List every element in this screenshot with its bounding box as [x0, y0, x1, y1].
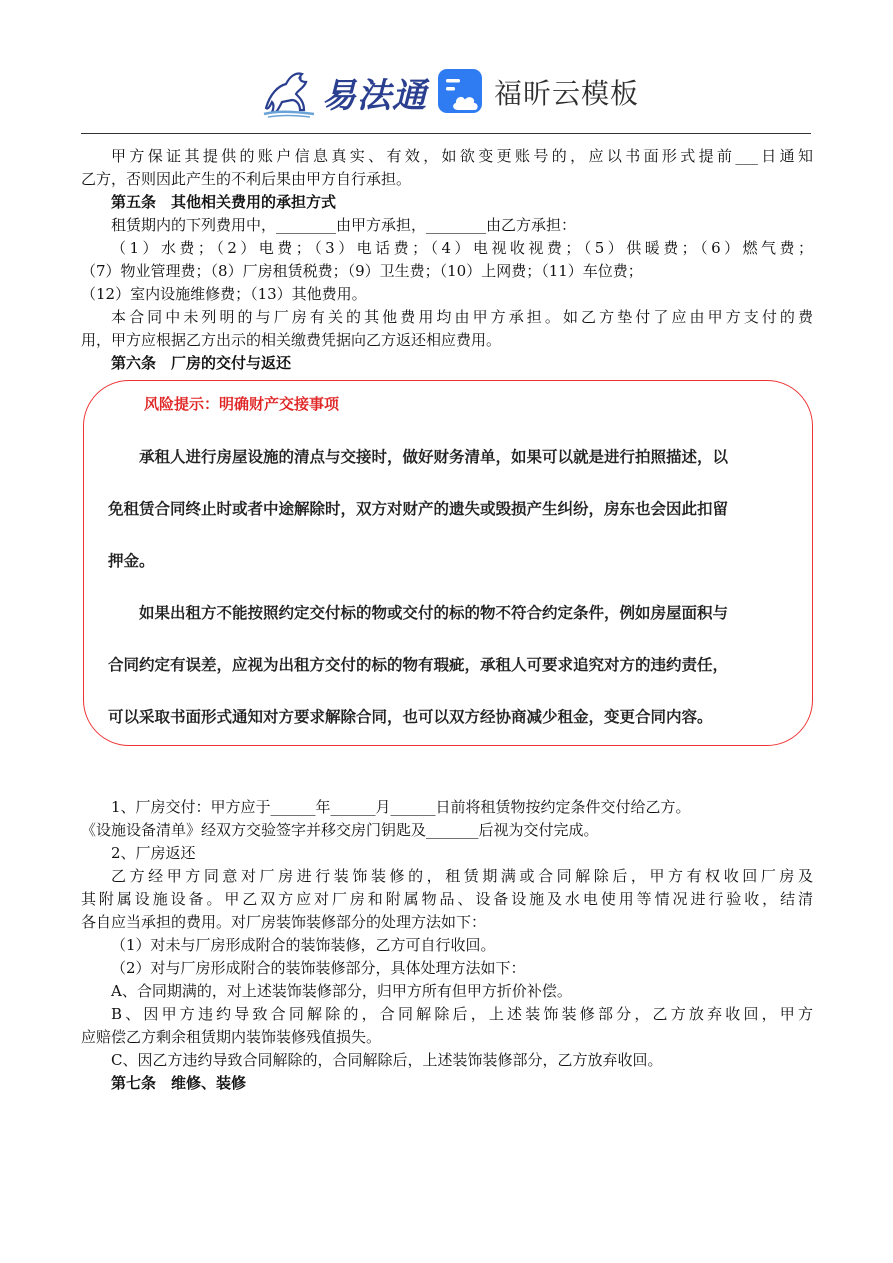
decoration-item-2: （2）对与厂房形成附合的装饰装修部分，具体处理方法如下： — [111, 959, 526, 977]
decoration-option-a: A、合同期满的，对上述装饰装修部分，归甲方所有但甲方折价补偿。 — [111, 982, 572, 1000]
decoration-option-b-l2: 应赔偿乙方剩余租赁期内装饰装修残值损失。 — [81, 1028, 382, 1046]
decoration-option-b-l1: B、因甲方违约导致合同解除的，合同解除后，上述装饰装修部分，乙方放弃收回，甲方 — [111, 1005, 813, 1023]
paragraph-other-fees-l1: 本合同中未列明的与厂房有关的其他费用均由甲方承担。如乙方垫付了应由甲方支付的费 — [111, 308, 813, 326]
fee-list-l2: （7）物业管理费；（8）厂房租赁税费；（9）卫生费；（10）上网费；（11）车位费； — [81, 262, 643, 280]
delivery-clause-l2: 《设施设备清单》经双方交验签字并移交房门钥匙及_______后视为交付完成。 — [81, 821, 599, 839]
return-clause-l1: 乙方经甲方同意对厂房进行装饰装修的，租赁期满或合同解除后，甲方有权收回厂房及 — [111, 867, 813, 885]
risk-text-p1-l1: 承租人进行房屋设施的清点与交接时，做好财务清单，如果可以就是进行拍照描述，以 — [139, 448, 729, 466]
yifatong-logo-text: 易法通 — [322, 75, 427, 116]
risk-text-p1-l2: 免租赁合同终止时或者中途解除时，双方对财产的遗失或毁损产生纠纷，房东也会因此扣留 — [108, 500, 729, 518]
risk-warning-title: 风险提示：明确财产交接事项 — [144, 395, 340, 413]
article-6-heading: 第六条 厂房的交付与返还 — [111, 354, 292, 372]
delivery-clause-l1: 1、厂房交付：甲方应于______年______月______日前将租赁物按约定条件交付给乙方。 — [111, 798, 691, 816]
article-7-heading: 第七条 维修、装修 — [111, 1074, 247, 1092]
paragraph-fees-intro: 租赁期内的下列费用中，________由甲方承担，________由乙方承担： — [111, 216, 577, 234]
risk-text-p1-l3: 押金。 — [108, 552, 155, 570]
yifatong-logo — [260, 62, 427, 122]
foxit-logo-text: 福昕云模板 — [494, 77, 640, 110]
article-5-heading: 第五条 其他相关费用的承担方式 — [111, 193, 337, 211]
header-divider — [81, 133, 811, 134]
cloud-document-icon — [436, 67, 486, 117]
paragraph-other-fees-l2: 用，甲方应根据乙方出示的相关缴费凭据向乙方返还相应费用。 — [81, 331, 502, 349]
return-clause-l3: 各自应当承担的费用。对厂房装饰装修部分的处理方法如下： — [81, 913, 487, 931]
paragraph-account-l2: 乙方，否则因此产生的不利后果由甲方自行承担。 — [81, 170, 412, 188]
paragraph-account-l1: 甲方保证其提供的账户信息真实、有效，如欲变更账号的，应以书面形式提前___日通知 — [111, 147, 813, 165]
fee-list-l3: （12）室内设施维修费；（13）其他费用。 — [81, 285, 367, 303]
risk-text-p2-l3: 可以采取书面形式通知对方要求解除合同，也可以双方经协商减少租金，变更合同内容。 — [108, 708, 713, 726]
risk-text-p2-l2: 合同约定有误差，应视为出租方交付的标的物有瑕疵，承租人可要求追究对方的违约责任， — [108, 656, 729, 674]
return-heading: 2、厂房返还 — [111, 844, 196, 862]
decoration-option-c: C、因乙方违约导致合同解除的，合同解除后，上述装饰装修部分，乙方放弃收回。 — [111, 1051, 663, 1069]
risk-warning-box — [83, 380, 813, 746]
fee-list-l1: （1）水费；（2）电费；（3）电话费；（4）电视收视费；（5）供暖费；（6）燃气费； — [111, 239, 813, 257]
risk-text-p2-l1: 如果出租方不能按照约定交付标的物或交付的标的物不符合约定条件，例如房屋面积与 — [139, 604, 729, 622]
return-clause-l2: 其附属设施设备。甲乙双方应对厂房和附属物品、设备设施及水电使用等情况进行验收，结清 — [81, 890, 813, 908]
foxit-template-logo — [436, 64, 639, 120]
qilin-icon — [260, 64, 318, 120]
decoration-item-1: （1）对未与厂房形成附合的装饰装修，乙方可自行收回。 — [111, 936, 496, 954]
page-header — [0, 58, 893, 128]
